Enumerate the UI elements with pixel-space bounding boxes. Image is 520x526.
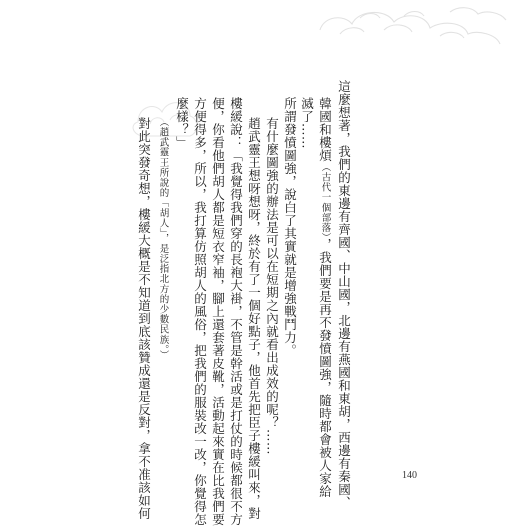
paragraph-line — [283, 97, 296, 357]
paragraph-line — [211, 97, 224, 526]
annotation: （趙武靈王所說的「胡人」，是泛指北方的少數民族。） — [157, 117, 169, 360]
text-run: 韓國和樓煩 — [317, 97, 333, 162]
paragraph-line — [156, 117, 169, 360]
text-run: 對此突發奇想，樓緩大概是不知道到底該贊成還是反對，拿不准該如何 — [136, 117, 152, 520]
text-run: 這麼想著，我們的東邊有齊國、中山國，北邊有燕國和東胡，西邊有秦國、 — [336, 80, 352, 509]
text-run: 樓緩說：「我覺得我們穿的長袍大褂，不管是幹活或是打仗的時候都很不方 — [228, 97, 244, 526]
paragraph-line — [229, 97, 242, 526]
page-number: 140 — [402, 470, 417, 481]
paragraph-line — [175, 97, 188, 149]
paragraph-line — [265, 117, 278, 455]
text-run: 所謂發憤圖強，說白了其實就是增強戰鬥力。 — [282, 97, 298, 357]
annotation: （古代一個部落） — [319, 162, 331, 239]
cloud-ornament — [300, 0, 520, 48]
text-run: 趙武靈王想呀想呀，終於有了一個好點子，他首先把臣子樓緩叫來，對 — [246, 117, 262, 520]
text-run: 滅了…… — [299, 97, 315, 149]
text-run: ，我們要是再不發憤圖強，隨時都會被人家給 — [317, 238, 333, 499]
paragraph-line — [300, 97, 313, 149]
text-run: 有什麼圖強的辦法是可以在短期之內就看出成效的呢？…… — [264, 117, 280, 455]
paragraph-line — [137, 117, 150, 520]
text-run: 麼樣？」 — [174, 97, 190, 149]
paragraph-line — [318, 97, 331, 498]
paragraph-line — [247, 117, 260, 520]
text-run: 方便得多，所以，我打算仿照胡人的風俗，把我們的服裝改一改，你覺得怎 — [192, 97, 208, 526]
paragraph-line — [193, 97, 206, 526]
paragraph-line — [337, 80, 350, 509]
text-run: 便，你看他們胡人都是短衣窄袖，腳上還套著皮靴，活動起來實在比我們要 — [210, 97, 226, 526]
